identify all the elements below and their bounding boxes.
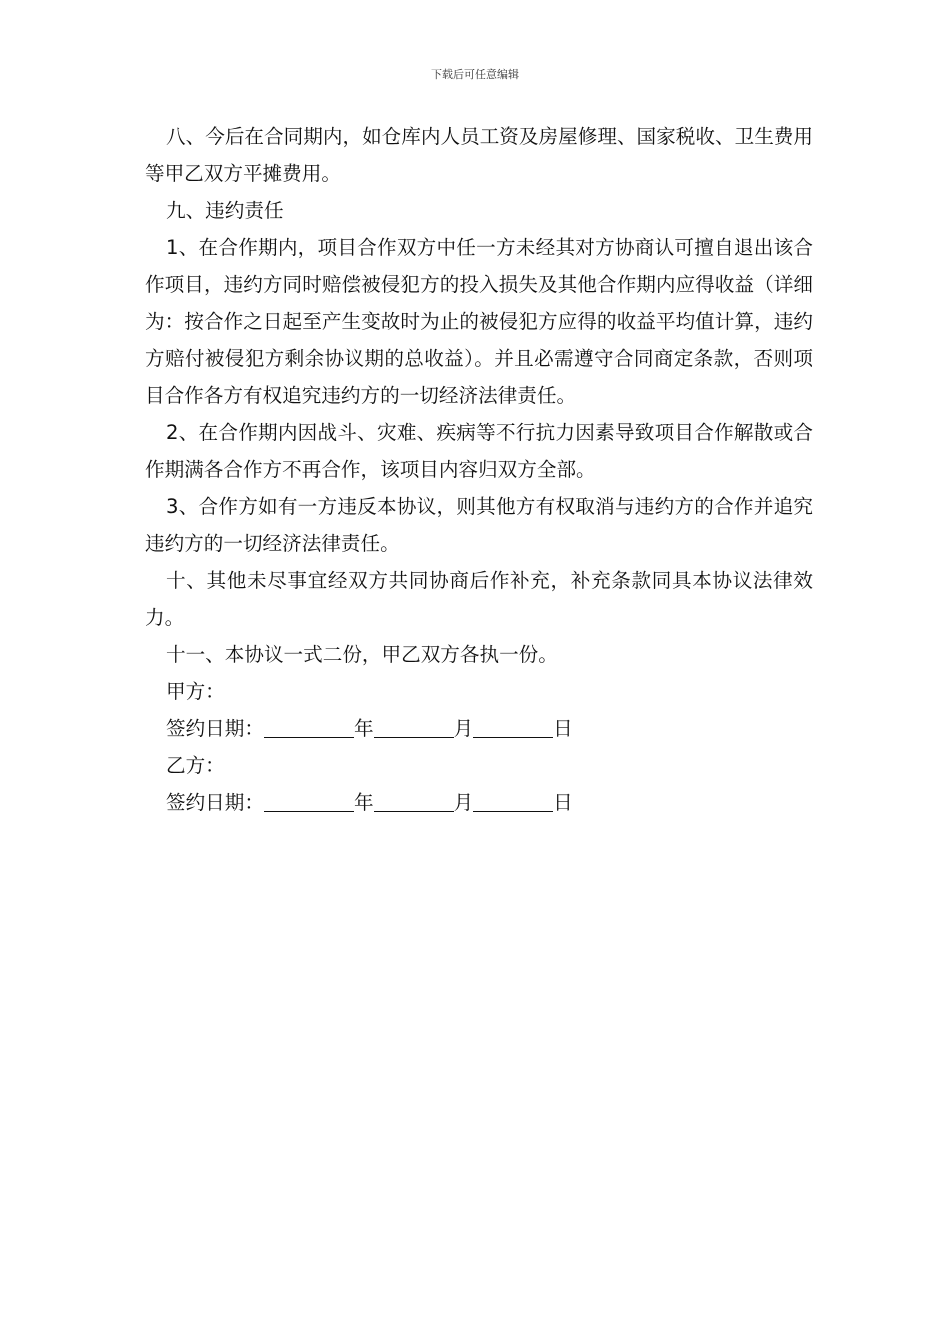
party-b-month-blank	[374, 789, 454, 812]
party-a-month-label: 月	[453, 717, 474, 740]
page-header-note: 下载后可任意编辑	[431, 68, 519, 81]
clause-eight: 八、今后在合同期内，如仓库内人员工资及房屋修理、国家税收、卫生费用等甲乙双方平摊费用。	[145, 125, 813, 185]
party-a-day-blank	[473, 715, 553, 738]
party-a-month-blank	[374, 715, 454, 738]
clause-nine-item-3: 3、合作方如有一方违反本协议，则其他方有权取消与违约方的合作并追究违约方的一切经济法律责任。	[145, 495, 813, 555]
party-a-day-label: 日	[553, 717, 573, 740]
party-a-date-line	[145, 710, 813, 747]
party-b-month-label: 月	[453, 791, 474, 814]
party-b-year-label: 年	[353, 791, 374, 814]
clause-nine-item-2: 2、在合作期内因战斗、灾难、疾病等不行抗力因素导致项目合作解散或合作期满各合作方不再合作，该项目内容归双方全部。	[145, 421, 813, 481]
clause-nine-heading: 九、违约责任	[166, 199, 284, 222]
party-b-year-blank	[264, 789, 354, 812]
party-a-date-label: 签约日期：	[166, 717, 264, 740]
party-a-label: 甲方：	[166, 680, 225, 703]
clause-nine-item-1: 1、在合作期内，项目合作双方中任一方未经其对方协商认可擅自退出该合作项目，违约方同时赔偿被侵犯方的投入损失及其他合作期内应得收益（详细为：按合作之日起至产生变故时为止的被侵犯方应得的收益平均值计算，违约方赔付被侵犯方剩余协议期的总收益）。并且必需遵守合同商定条款，否则项目合作各方有权追究违约方的一切经济法律责任。	[145, 236, 813, 407]
party-b-date-line	[145, 784, 813, 821]
party-b-day-blank	[473, 789, 553, 812]
party-b-date-label: 签约日期：	[166, 791, 264, 814]
party-a-year-blank	[264, 715, 354, 738]
party-a-year-label: 年	[353, 717, 374, 740]
clause-eleven: 十一、本协议一式二份，甲乙双方各执一份。	[166, 643, 558, 666]
party-b-day-label: 日	[553, 791, 573, 814]
party-b-label: 乙方：	[166, 754, 225, 777]
clause-ten: 十、其他未尽事宜经双方共同协商后作补充，补充条款同具本协议法律效力。	[145, 569, 813, 629]
document-body	[145, 118, 813, 821]
